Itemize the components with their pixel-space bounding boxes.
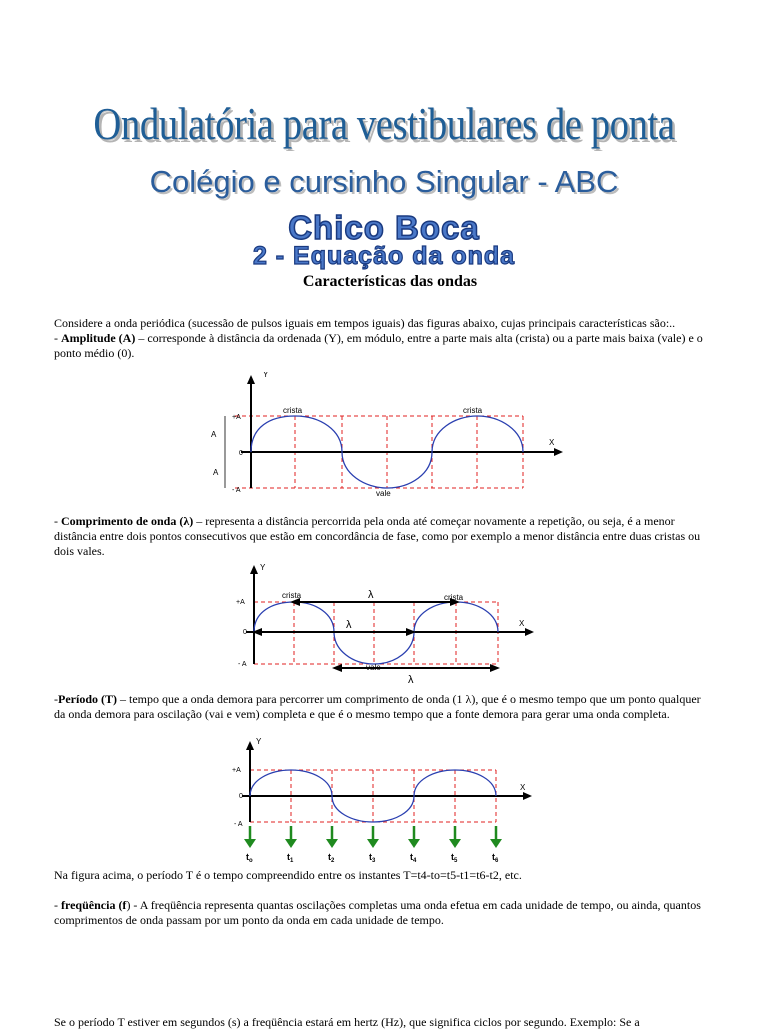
author-name: Chico Boca	[288, 209, 480, 246]
y-axis-label: Y	[256, 738, 262, 746]
vale-label: vale	[366, 663, 381, 672]
document-title: Ondulatória para vestibulares de ponta	[93, 99, 675, 149]
time-sub: 2	[331, 858, 335, 864]
wavelength-term: Comprimento de onda	[61, 514, 177, 528]
time-t: t	[287, 852, 290, 862]
time-label-t1	[287, 852, 294, 864]
x-axis-label: X	[549, 438, 555, 447]
frequency-text: ) - A freqüência representa quantas oscilações completas uma onda efetua em cada unidade de tempo, ou ainda, quantos comprimentos de onda passam por um ponto da onda em cada unidade de tempo.	[54, 898, 701, 927]
lambda-label-valleys: λ	[408, 674, 414, 686]
time-t: t	[451, 852, 454, 862]
section-title: Características das ondas	[302, 273, 478, 290]
zero-label: 0	[243, 629, 247, 636]
time-label-t5	[451, 852, 458, 864]
time-t: t	[246, 852, 249, 862]
wavelength-text: – representa a distância percorrida pela onda até começar novamente a repetição, ou seja, é a menor distância entre dois pontos consecutivos que estão em concordância de fase, como por exemplo a menor distância entre duas cristas ou dois vales.	[54, 514, 701, 558]
plus-a-label: +A	[236, 599, 245, 606]
amplitude-figure	[205, 372, 565, 500]
crista-label: crista	[283, 406, 303, 415]
time-label-t2	[328, 852, 335, 864]
time-sub: 5	[454, 858, 458, 864]
zero-label: 0	[239, 450, 243, 457]
wavelength-figure	[232, 562, 542, 686]
lambda-label-crests: λ	[368, 589, 374, 601]
wavelength-paragraph: - Comprimento de onda (λ) – representa a distância percorrida pela onda até começar novamente a repetição, ou seja, é a menor distância entre dois pontos consecutivos que estão em concordância de fase, como por exemplo a menor distância entre duas cristas ou dois vales.	[54, 514, 701, 558]
frequency-paragraph: - freqüência (f) - A freqüência representa quantas oscilações completas uma onda efetua em cada unidade de tempo, ou ainda, quantos comprimentos de onda passam por um ponto da onda em cada unidade de tempo.	[54, 898, 701, 927]
time-label-t6	[492, 852, 499, 864]
y-axis-label: Y	[263, 372, 269, 379]
bottom-cut-text: Se o período T estiver em segundos (s) a freqüência estará em hertz (Hz), que significa ciclos por segundo. Exemplo: Se a	[54, 1015, 640, 1029]
time-t: t	[492, 852, 495, 862]
crista-label: crista	[444, 593, 464, 602]
crista-label: crista	[282, 591, 302, 600]
zero-label: 0	[239, 793, 243, 800]
time-label-t3	[369, 852, 376, 864]
wavelength-symbol: (λ)	[179, 514, 194, 528]
time-sub: 6	[495, 858, 499, 864]
minus-a-label: - A	[232, 487, 241, 494]
plus-a-label: +A	[232, 414, 241, 421]
period-text: – tempo que a onda demora para percorrer um comprimento de onda (1 λ), que é o mesmo tempo que um ponto qualquer da onda demora para oscilação (vai e vem) completa e que é o mesmo tempo que a fonte demora para gerar uma onda completa.	[54, 692, 701, 721]
period-paragraph: -Período (T) – tempo que a onda demora para percorrer um comprimento de onda (1 λ), que é o mesmo tempo que um ponto qualquer da onda demora para oscilação (vai e vem) completa e que é o mesmo tempo que a fonte demora para gerar uma onda completa.	[54, 692, 701, 721]
time-sub: 3	[372, 858, 376, 864]
intro-paragraph: Considere a onda periódica (sucessão de pulsos iguais em tempos iguais) das figuras abaixo, cujas principais características são:.. - Amplitude (A) – corresponde à distância da ordenada (Y), em módulo, entre a parte mais alta (crista) ou a parte mais baixa (vale) e o ponto médio (0).	[54, 316, 703, 360]
time-t: t	[410, 852, 413, 862]
school-name: Colégio e cursinho Singular - ABC	[149, 164, 619, 199]
time-t: t	[328, 852, 331, 862]
period-figure	[226, 738, 536, 864]
amplitude-term: Amplitude (A)	[61, 331, 136, 345]
time-sub: 1	[290, 858, 294, 864]
amplitude-a-lower: A	[213, 468, 219, 477]
y-axis-label: Y	[260, 563, 266, 572]
time-sub: o	[249, 858, 253, 864]
x-axis-label: X	[519, 619, 525, 628]
minus-a-label: - A	[238, 661, 247, 668]
amplitude-text: – corresponde à distância da ordenada (Y), em módulo, entre a parte mais alta (crista) ou a parte mais baixa (vale) e o ponto médio (0).	[54, 331, 703, 360]
intro-text: Considere a onda periódica (sucessão de pulsos iguais em tempos iguais) das figuras abaixo, cujas principais características são:..	[54, 316, 676, 330]
time-label-t0	[246, 852, 253, 864]
frequency-term: freqüência (f	[61, 898, 127, 912]
crista-label: crista	[463, 406, 483, 415]
time-t: t	[369, 852, 372, 862]
chapter-title: 2 - Equação da onda	[252, 242, 516, 270]
x-axis-label: X	[520, 783, 526, 792]
period-term: Período (T)	[58, 692, 117, 706]
amplitude-a-upper: A	[211, 430, 217, 439]
vale-label: vale	[376, 489, 391, 498]
minus-a-label: - A	[234, 821, 243, 828]
lambda-label-axis: λ	[346, 619, 352, 631]
plus-a-label: +A	[232, 767, 241, 774]
time-sub: 4	[413, 858, 417, 864]
period-note: Na figura acima, o período T é o tempo compreendido entre os instantes T=t4-to=t5-t1=t6-t2, etc.	[54, 868, 522, 882]
time-label-t4	[410, 852, 417, 864]
